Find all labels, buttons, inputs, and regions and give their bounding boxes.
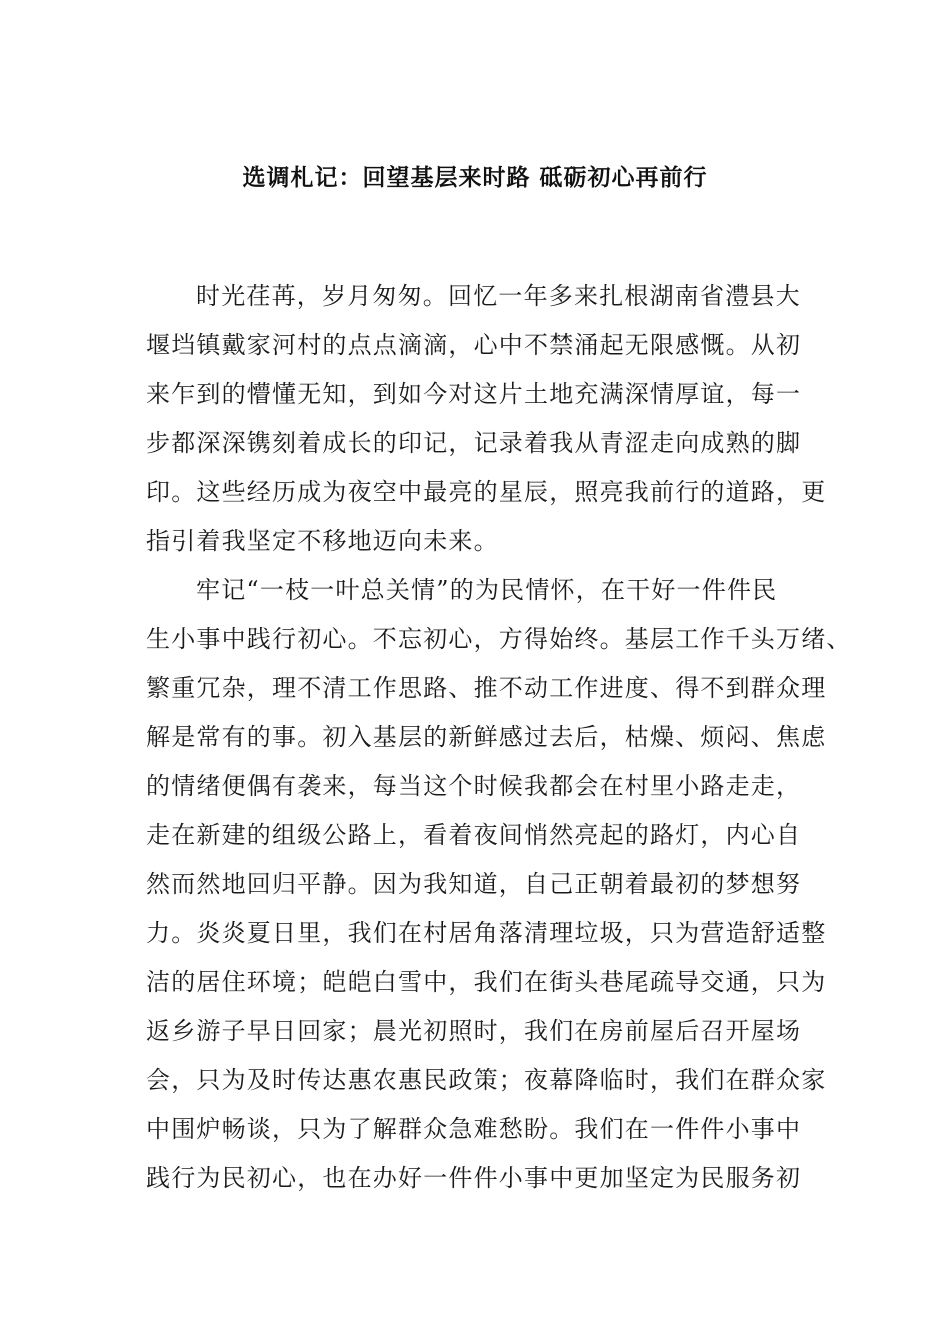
document-body	[146, 272, 852, 1203]
paragraph-2	[146, 566, 852, 1203]
paragraph-1	[146, 272, 827, 566]
paragraph-line: 返乡游子早日回家；晨光初照时，我们在房前屋后召开屋场	[146, 1017, 802, 1045]
paragraph-line: 指引着我坚定不移地迈向未来。	[146, 527, 499, 555]
paragraph-line: 的情绪便偶有袭来，每当这个时候我都会在村里小路走走，	[146, 772, 802, 800]
paragraph-line: 走在新建的组级公路上，看着夜间悄然亮起的路灯，内心自	[146, 821, 802, 849]
paragraph-line: 洁的居住环境；皑皑白雪中，我们在街头巷尾疏导交通，只为	[146, 968, 827, 996]
paragraph-line: 解是常有的事。初入基层的新鲜感过去后，枯燥、烦闷、焦虑	[146, 723, 827, 751]
paragraph-line: 会，只为及时传达惠农惠民政策；夜幕降临时，我们在群众家	[146, 1066, 827, 1094]
paragraph-line: 践行为民初心，也在办好一件件小事中更加坚定为民服务初	[146, 1164, 802, 1192]
paragraph-line: 时光荏苒，岁月匆匆。回忆一年多来扎根湖南省澧县大	[196, 282, 801, 310]
paragraph-line: 中围炉畅谈，只为了解群众急难愁盼。我们在一件件小事中	[146, 1115, 802, 1143]
paragraph-line: 力。炎炎夏日里，我们在村居角落清理垃圾，只为营造舒适整	[146, 919, 827, 947]
paragraph-line: 来乍到的懵懂无知，到如今对这片土地充满深情厚谊，每一	[146, 380, 802, 408]
paragraph-line: 印。这些经历成为夜空中最亮的星辰，照亮我前行的道路，更	[146, 478, 827, 506]
paragraph-line: 然而然地回归平静。因为我知道，自己正朝着最初的梦想努	[146, 870, 802, 898]
paragraph-line: 生小事中践行初心。不忘初心，方得始终。基层工作千头万绪、	[146, 625, 852, 653]
paragraph-line: 繁重冗杂，理不清工作思路、推不动工作进度、得不到群众理	[146, 674, 827, 702]
document-title: 选调札记：回望基层来时路 砥砺初心再前行	[242, 164, 708, 191]
paragraph-line: 牢记“一枝一叶总关情”的为民情怀，在干好一件件民	[196, 576, 778, 604]
paragraph-line: 堰垱镇戴家河村的点点滴滴，心中不禁涌起无限感慨。从初	[146, 331, 802, 359]
paragraph-line: 步都深深镌刻着成长的印记，记录着我从青涩走向成熟的脚	[146, 429, 802, 457]
